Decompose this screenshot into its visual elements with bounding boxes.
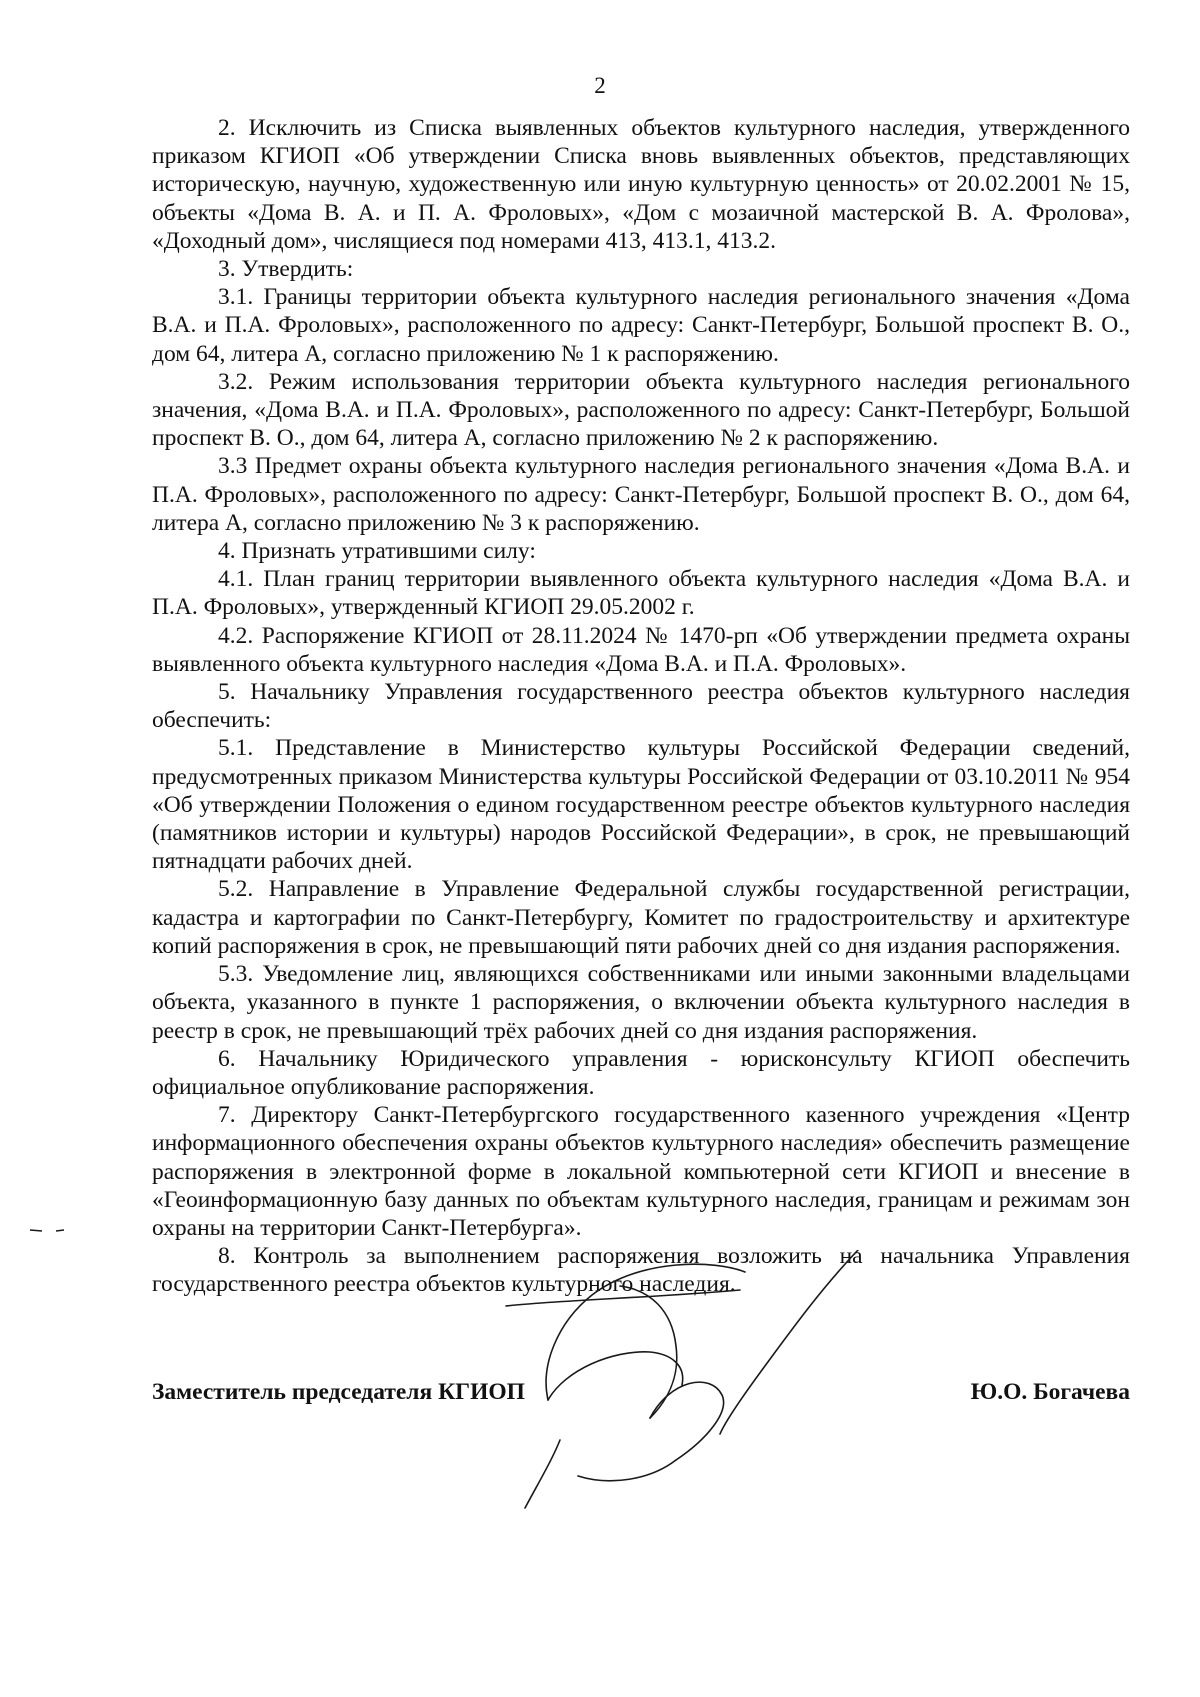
paragraph-4-1: 4.1. План границ территории выявленного объекта культурного наследия «Дома В.А. и П.А. Фроловых», утвержденный КГИОП 29.05.2002 г.	[152, 566, 1130, 621]
signer-name: Ю.О. Богачева	[970, 1379, 1130, 1405]
paragraph-6: 6. Начальнику Юридического управления - юрисконсульту КГИОП обеспечить официальное опубликование распоряжения.	[152, 1045, 1130, 1100]
signer-position: Заместитель председателя КГИОП	[152, 1379, 525, 1405]
paragraph-2: 2. Исключить из Списка выявленных объектов культурного наследия, утвержденного приказом КГИОП «Об утверждении Списка вновь выявленных объектов, представляющих историческую, научную, художественную или иную культурную ценность» от 20.02.2001 № 15, объекты «Дома В. А. и П. А. Фроловых», «Дом с мозаичной мастерской В. А. Фролова», «Доходный дом», числящиеся под номерами 413, 413.1, 413.2.	[152, 115, 1130, 254]
handwritten-signature	[500, 1250, 880, 1510]
paragraph-3-2: 3.2. Режим использования территории объекта культурного наследия регионального значения, «Дома В.А. и П.А. Фроловых», расположенного по адресу: Санкт-Петербург, Большой проспект В. О., дом 64, литера А, согласно приложению № 2 к распоряжению.	[152, 368, 1130, 452]
paragraph-8: 8. Контроль за выполнением распоряжения возложить на начальника Управления государственного реестра объектов культурного наследия.	[152, 1243, 1130, 1298]
paragraph-3-1: 3.1. Границы территории объекта культурного наследия регионального значения «Дома В.А. и П.А. Фроловых», расположенного по адресу: Санкт-Петербург, Большой проспект В. О., дом 64, литера А, согласно приложению № 1 к распоряжению.	[152, 284, 1130, 367]
document-body	[152, 114, 1130, 1299]
paragraph-5-1: 5.1. Представление в Министерство культуры Российской Федерации сведений, предусмотренных приказом Министерства культуры Российской Федерации от 03.10.2011 № 954 «Об утверждении Положения о едином государственном реестре объектов культурного наследия (памятников истории и культуры) народов Российской Федерации», в срок, не превышающий пятнадцати рабочих дней.	[152, 735, 1130, 875]
page-number: 2	[594, 73, 606, 98]
paragraph-4-2: 4.2. Распоряжение КГИОП от 28.11.2024 № 1470-рп «Об утверждении предмета охраны выявленного объекта культурного наследия «Дома В.А. и П.А. Фроловых».	[152, 622, 1130, 677]
paragraph-3-3: 3.3 Предмет охраны объекта культурного наследия регионального значения «Дома В.А. и П.А. Фроловых», расположенного по адресу: Санкт-Петербург, Большой проспект В. О., дом 64, литера А, согласно приложению № 3 к распоряжению.	[152, 453, 1130, 536]
paragraph-5-2: 5.2. Направление в Управление Федеральной службы государственной регистрации, кадастра и картографии по Санкт-Петербургу, Комитет по градостроительству и архитектуре копий распоряжения в срок, не превышающий пяти рабочих дней со дня издания распоряжения.	[152, 876, 1130, 959]
paragraph-4: 4. Признать утратившими силу:	[218, 538, 536, 565]
paragraph-3: 3. Утвердить:	[218, 256, 354, 283]
paragraph-5-3: 5.3. Уведомление лиц, являющихся собственниками или иными законными владельцами объекта, указанного в пункте 1 распоряжения, о включении объекта культурного наследия в реестр в срок, не превышающий трёх рабочих дней со дня издания распоряжения.	[152, 961, 1130, 1044]
paragraph-5: 5. Начальнику Управления государственного реестра объектов культурного наследия обеспечить:	[152, 679, 1130, 734]
paragraph-7: 7. Директору Санкт-Петербургского государственного казенного учреждения «Центр информационного обеспечения охраны объектов культурного наследия» обеспечить размещение распоряжения в электронной форме в локальной компьютерной сети КГИОП и внесение в «Геоинформационную базу данных по объектам культурного наследия, границам и режимам зон охраны на территории Санкт-Петербурга».	[152, 1102, 1130, 1241]
margin-mark	[28, 1224, 68, 1238]
